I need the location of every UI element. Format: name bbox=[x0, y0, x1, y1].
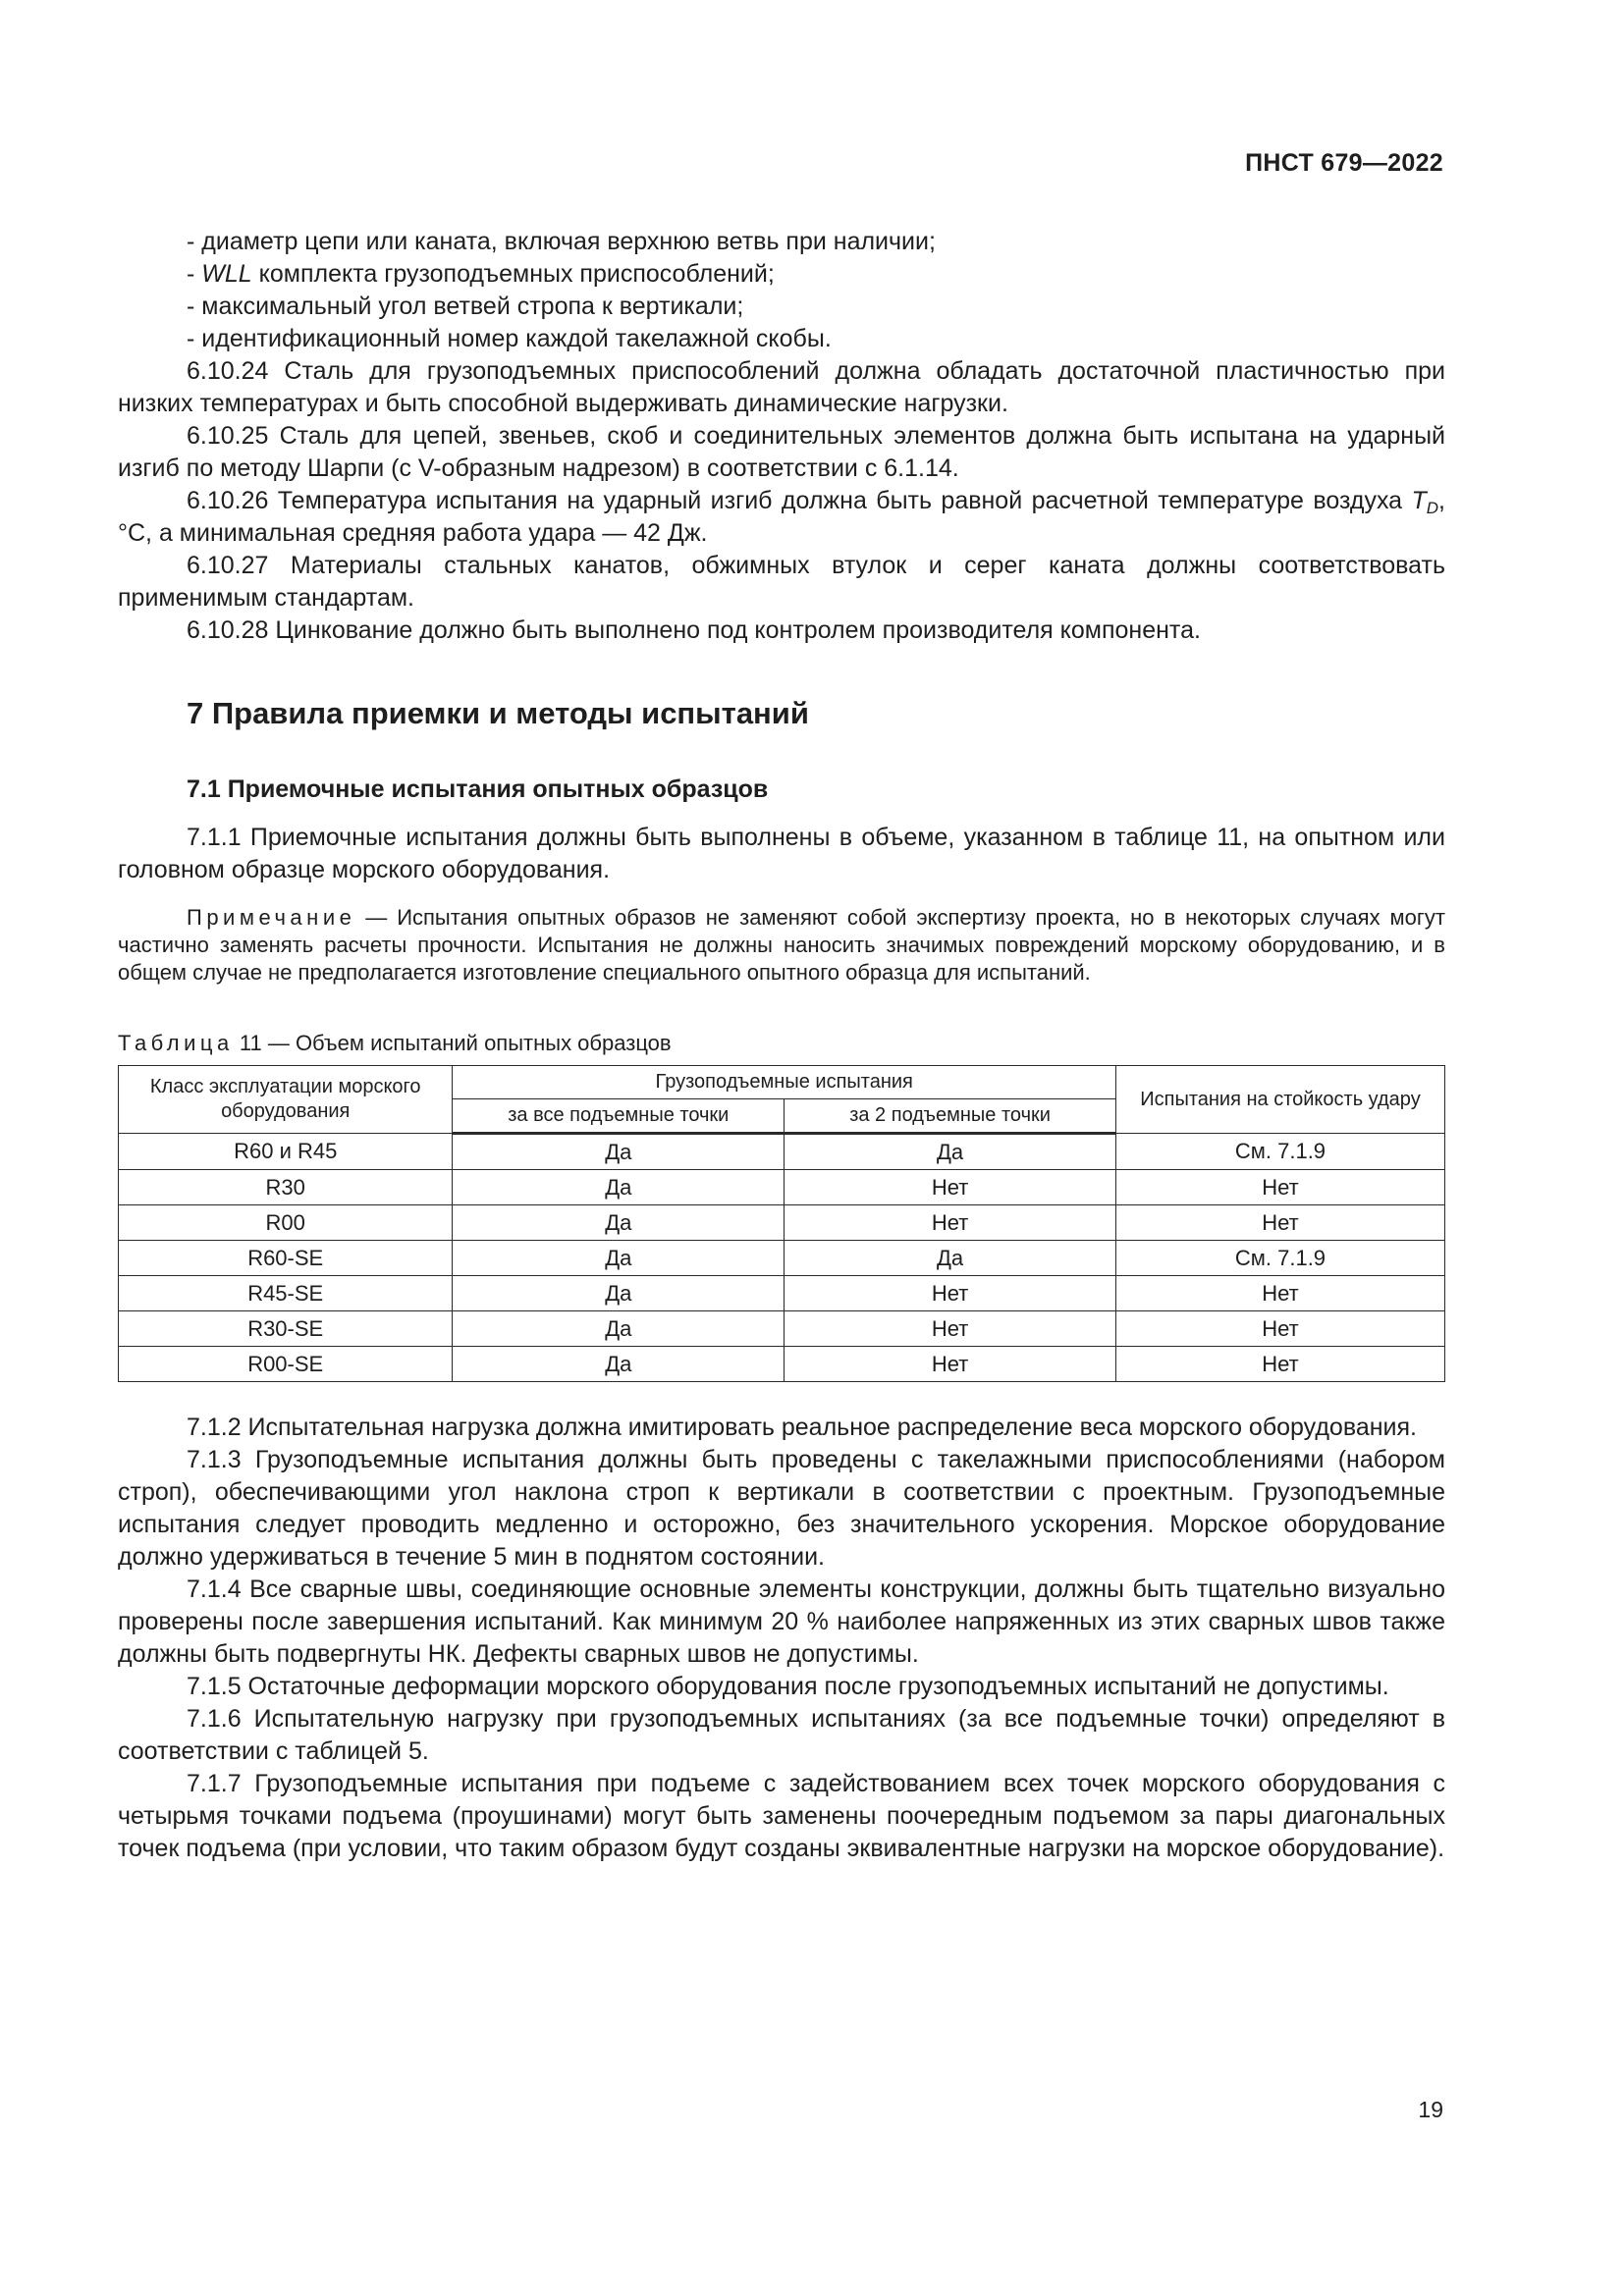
table-caption-label: Таблица bbox=[118, 1031, 234, 1055]
table-cell: Да bbox=[785, 1241, 1116, 1276]
table-cell: Да bbox=[453, 1347, 785, 1382]
table-row bbox=[119, 1347, 1445, 1382]
paragraph-6-10-26 bbox=[118, 485, 1445, 550]
list-item bbox=[118, 258, 1445, 291]
list-item-prefix: - bbox=[187, 260, 202, 288]
table-caption bbox=[118, 1030, 1445, 1057]
table-caption-text: 11 — Объем испытаний опытных образцов bbox=[233, 1031, 672, 1055]
note-label: Примечание bbox=[187, 905, 356, 930]
table-cell: Да bbox=[785, 1134, 1116, 1170]
table-cell: Нет bbox=[1115, 1276, 1444, 1311]
table-cell: Нет bbox=[785, 1347, 1116, 1382]
paragraph-7-1-4: 7.1.4 Все сварные швы, соединяющие основные элементы конструкции, должны быть тщательно визуально проверены после завершения испытаний. Как минимум 20 % наиболее напряженных из этих сварных швов также должны быть подвергнуты НК. Дефекты сварных швов не допустимы. bbox=[118, 1575, 1445, 1668]
paragraph-7-1-7: 7.1.7 Грузоподъемные испытания при подъеме с задействованием всех точек морского оборудования с четырьмя точками подъема (проушинами) могут быть заменены поочередным подъемом за пары диагональных точек подъема (при условии, что таким образом будут созданы эквивалентные нагрузки на морское оборудование). bbox=[118, 1770, 1445, 1862]
paragraph-6-10-25: 6.10.25 Сталь для цепей, звеньев, скоб и соединительных элементов должна быть испытана на ударный изгиб по методу Шарпи (с V-образным надрезом) в соответствии с 6.1.14. bbox=[118, 422, 1445, 482]
table-row bbox=[119, 1241, 1445, 1276]
list-item: - максимальный угол ветвей стропа к вертикали; bbox=[187, 293, 744, 320]
paragraph-6-10-24: 6.10.24 Сталь для грузоподъемных приспособлений должна обладать достаточной пластичностью при низких температурах и быть способной выдерживать динамические нагрузки. bbox=[118, 357, 1445, 417]
table-cell: См. 7.1.9 bbox=[1115, 1241, 1444, 1276]
paragraph-7-1-1: 7.1.1 Приемочные испытания должны быть выполнены в объеме, указанном в таблице 11, на опытном или головном образце морского оборудования. bbox=[118, 824, 1445, 883]
table-cell: R60 и R45 bbox=[119, 1134, 453, 1170]
table-cell: Нет bbox=[1115, 1205, 1444, 1241]
list-item-italic-term: WLL bbox=[201, 260, 252, 288]
table-row bbox=[119, 1276, 1445, 1311]
document-code: ПНСТ 679—2022 bbox=[1245, 149, 1443, 177]
page-content bbox=[118, 226, 1445, 1865]
table-row bbox=[119, 1134, 1445, 1170]
table-cell: Да bbox=[453, 1276, 785, 1311]
table-cell: R00-SE bbox=[119, 1347, 453, 1382]
table-cell: Нет bbox=[1115, 1347, 1444, 1382]
note-text: — Испытания опытных образов не заменяют собой экспертизу проекта, но в некоторых случаях могут частично заменять расчеты прочности. Испытания не должны наносить значимых повреждений морскому оборудованию, и в общем случае не предполагается изготовление специального опытного образца для испытаний. bbox=[118, 905, 1445, 985]
table-cell: R60-SE bbox=[119, 1241, 453, 1276]
paragraph-7-1-5: 7.1.5 Остаточные деформации морского оборудования после грузоподъемных испытаний не допустимы. bbox=[187, 1673, 1389, 1700]
table-cell: Нет bbox=[1115, 1311, 1444, 1347]
table-cell: R30 bbox=[119, 1170, 453, 1205]
table-cell: Да bbox=[453, 1205, 785, 1241]
tests-table bbox=[118, 1065, 1445, 1382]
table-cell: R45-SE bbox=[119, 1276, 453, 1311]
paragraph-6-10-28: 6.10.28 Цинкование должно быть выполнено под контролем производителя компонента. bbox=[187, 616, 1201, 644]
paragraph-text: 6.10.26 Температура испытания на ударный изгиб должна быть равной расчетной температуре воздуха bbox=[187, 487, 1403, 514]
table-cell: R00 bbox=[119, 1205, 453, 1241]
paragraph-text: , °С, а минимальная средняя работа удара — 42 Дж. bbox=[118, 487, 1445, 547]
table-cell: Нет bbox=[785, 1311, 1116, 1347]
table-cell: Да bbox=[453, 1170, 785, 1205]
table-cell: Нет bbox=[785, 1205, 1116, 1241]
header-all-points: за все подъемные точки bbox=[453, 1099, 785, 1134]
list-item-text: комплекта грузоподъемных приспособлений; bbox=[258, 260, 775, 288]
table-cell: R30-SE bbox=[119, 1311, 453, 1347]
subsection-heading: 7.1 Приемочные испытания опытных образцов bbox=[187, 775, 769, 803]
table-row bbox=[119, 1170, 1445, 1205]
paragraph-7-1-2: 7.1.2 Испытательная нагрузка должна имитировать реальное распределение веса морского оборудования. bbox=[187, 1414, 1417, 1441]
table-cell: Да bbox=[453, 1134, 785, 1170]
paragraph-7-1-6: 7.1.6 Испытательную нагрузку при грузоподъемных испытаниях (за все подъемные точки) определяют в соответствии с таблицей 5. bbox=[118, 1705, 1445, 1765]
temperature-symbol: T bbox=[1411, 487, 1427, 514]
page-number: 19 bbox=[1418, 2097, 1443, 2122]
paragraph-7-1-3: 7.1.3 Грузоподъемные испытания должны быть проведены с такелажными приспособлениями (набором строп), обеспечивающими угол наклона строп к вертикали в соответствии с проектным. Грузоподъемные испытания следует проводить медленно и осторожно, без значительного ускорения. Морское оборудование должно удерживаться в течение 5 мин в поднятом состоянии. bbox=[118, 1446, 1445, 1571]
table-cell: Да bbox=[453, 1311, 785, 1347]
table-cell: Да bbox=[453, 1241, 785, 1276]
table-row bbox=[119, 1205, 1445, 1241]
table-cell: Нет bbox=[1115, 1170, 1444, 1205]
table-cell: Нет bbox=[785, 1276, 1116, 1311]
section-heading: 7 Правила приемки и методы испытаний bbox=[187, 696, 809, 730]
table-cell: См. 7.1.9 bbox=[1115, 1134, 1444, 1170]
header-impact-tests: Испытания на стойкость удару bbox=[1115, 1066, 1444, 1134]
note bbox=[118, 904, 1445, 987]
header-equipment-class: Класс эксплуатации морского оборудования bbox=[119, 1066, 453, 1134]
list-item: - диаметр цепи или каната, включая верхнюю ветвь при наличии; bbox=[187, 228, 936, 255]
list-item: - идентификационный номер каждой такелажной скобы. bbox=[187, 325, 832, 352]
temperature-subscript: D bbox=[1426, 499, 1439, 517]
table-row bbox=[119, 1311, 1445, 1347]
table-cell: Нет bbox=[785, 1170, 1116, 1205]
header-lifting-tests: Грузоподъемные испытания bbox=[453, 1066, 1116, 1099]
header-two-points: за 2 подъемные точки bbox=[785, 1099, 1116, 1134]
paragraph-6-10-27: 6.10.27 Материалы стальных канатов, обжимных втулок и серег каната должны соответствовать применимым стандартам. bbox=[118, 552, 1445, 612]
